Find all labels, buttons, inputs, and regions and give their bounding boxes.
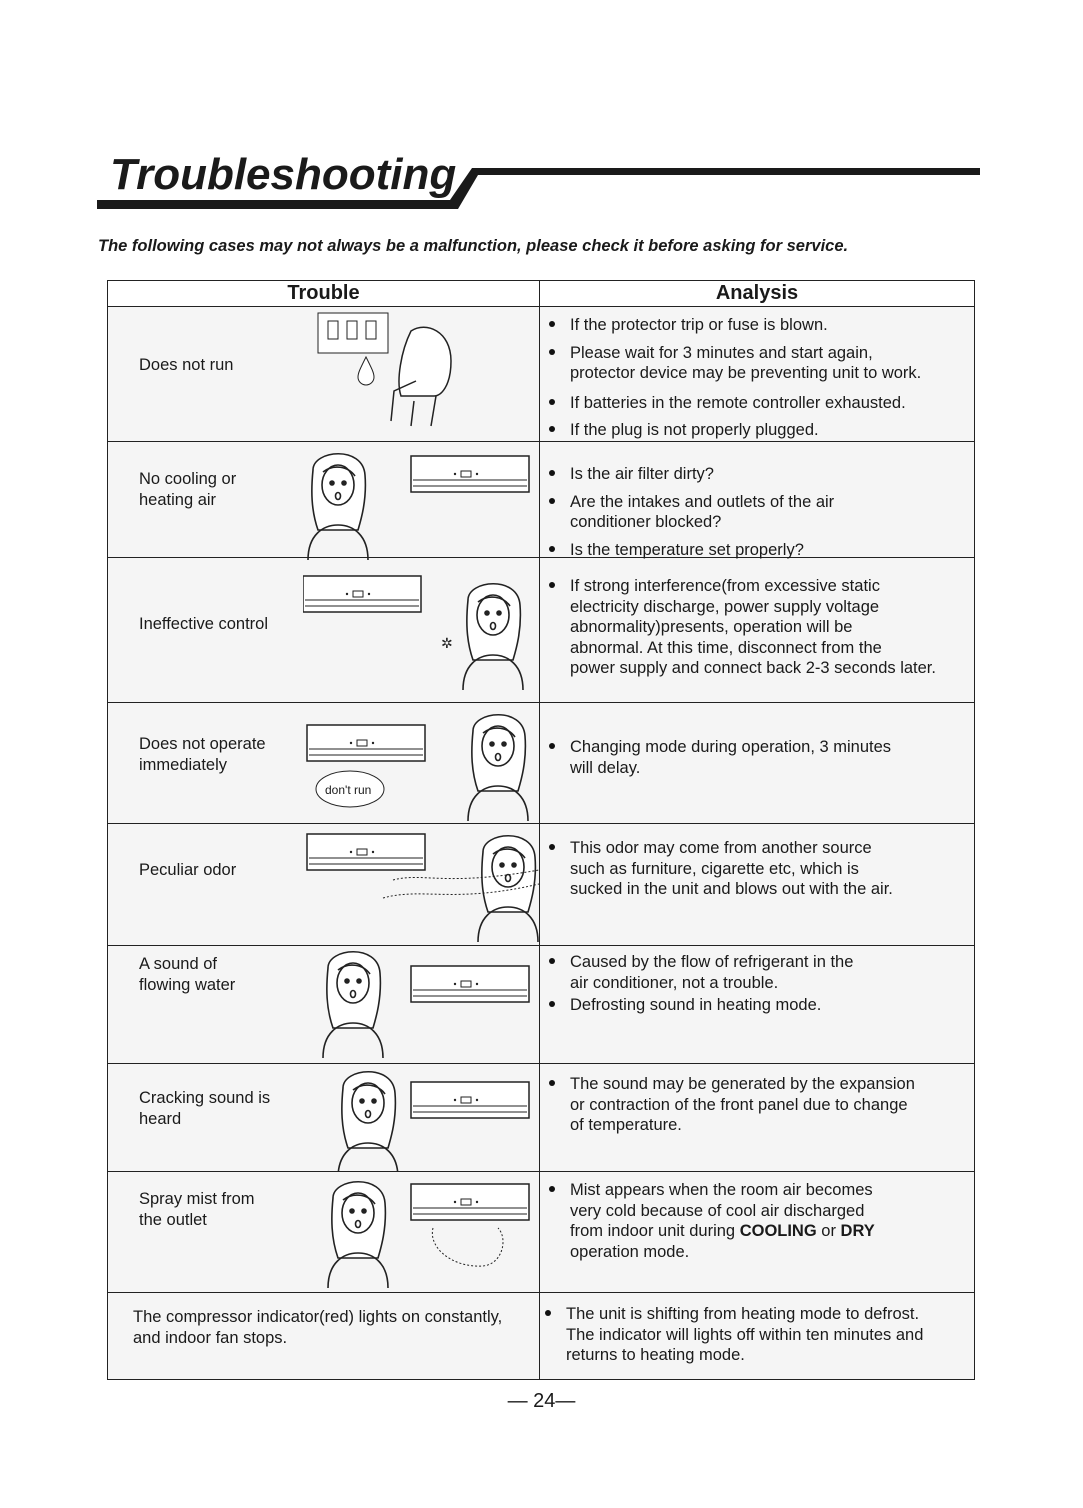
header-analysis: Analysis (715, 282, 799, 304)
analysis-item: Mist appears when the room air becomes very cold because of cool air discharged from indoor unit during COOLING or DRY operation mode. (548, 1180, 972, 1262)
odor-illustration (303, 832, 540, 942)
ac-dont-run-illustration (303, 711, 533, 821)
display-and-person-illustration (316, 311, 466, 431)
analysis-item: If the protector trip or fuse is blown. (548, 315, 972, 336)
analysis-item: The sound may be generated by the expansion or contraction of the front panel due to change of temperature. (548, 1074, 972, 1136)
table-row (108, 558, 974, 703)
analysis-item: The unit is shifting from heating mode to defrost. The indicator will lights off within ten minutes and returns to heating mode. (544, 1304, 972, 1366)
analysis-item: This odor may come from another source such as furniture, cigarette etc, which is sucked in the unit and blows out with the air. (548, 838, 972, 900)
table-row (108, 307, 974, 442)
table-row (108, 703, 974, 824)
analysis-item: If batteries in the remote controller exhausted. (548, 393, 972, 414)
header-trouble: Trouble (108, 281, 540, 306)
trouble-text: Does not run (139, 356, 234, 374)
table-row (108, 1064, 974, 1172)
trouble-text: The compressor indicator(red) lights on constantly, and indoor fan stops. (133, 1308, 503, 1347)
table-row (108, 946, 974, 1064)
title-underline (0, 160, 1083, 220)
analysis-item: If strong interference(from excessive static electricity discharge, power supply voltage abnormality)presents, operation will be abnormal. At this time, disconnect from the power supply and connect back 2-3 seconds later. (548, 576, 972, 679)
table-header (108, 281, 974, 307)
trouble-text: Peculiar odor (139, 861, 237, 879)
dont-run-bubble: don't run (325, 783, 372, 797)
dry-mode: DRY (840, 1222, 875, 1240)
trouble-text: Cracking sound is heard (139, 1089, 271, 1128)
page-number: — 24— (507, 1390, 576, 1412)
person-and-ac-illustration (303, 450, 533, 560)
ac-and-remote-illustration (303, 574, 533, 699)
analysis-item: Is the air filter dirty? (548, 464, 972, 485)
troubleshooting-table (107, 280, 975, 1380)
svg-text:✲: ✲ (441, 635, 453, 651)
person-and-ac-illustration (333, 1068, 533, 1172)
table-row (108, 1172, 974, 1293)
page-title: Troubleshooting (110, 150, 457, 199)
mist-illustration (313, 1178, 533, 1292)
analysis-item: If the plug is not properly plugged. (548, 420, 972, 441)
analysis-list (548, 315, 972, 448)
trouble-text: No cooling or heating air (139, 470, 237, 509)
analysis-item: Please wait for 3 minutes and start again, protector device may be preventing unit to work. (548, 343, 972, 384)
table-row (108, 1293, 974, 1379)
table-row (108, 824, 974, 946)
analysis-item: Defrosting sound in heating mode. (548, 995, 972, 1016)
analysis-item: Are the intakes and outlets of the air conditioner blocked? (548, 492, 972, 533)
analysis-item: Changing mode during operation, 3 minutes will delay. (548, 737, 972, 778)
trouble-text: Ineffective control (139, 615, 269, 633)
table-row (108, 442, 974, 558)
analysis-item: Is the temperature set properly? (548, 540, 972, 561)
person-and-ac-illustration (318, 948, 538, 1060)
analysis-item: Caused by the flow of refrigerant in the air conditioner, not a trouble. (548, 952, 972, 993)
trouble-text: Does not operate immediately (139, 735, 266, 774)
trouble-text: Spray mist from the outlet (139, 1190, 255, 1229)
subtitle: The following cases may not always be a malfunction, please check it before asking for service. (98, 237, 849, 255)
cooling-mode: COOLING (739, 1222, 817, 1240)
trouble-text: A sound of flowing water (139, 955, 236, 994)
